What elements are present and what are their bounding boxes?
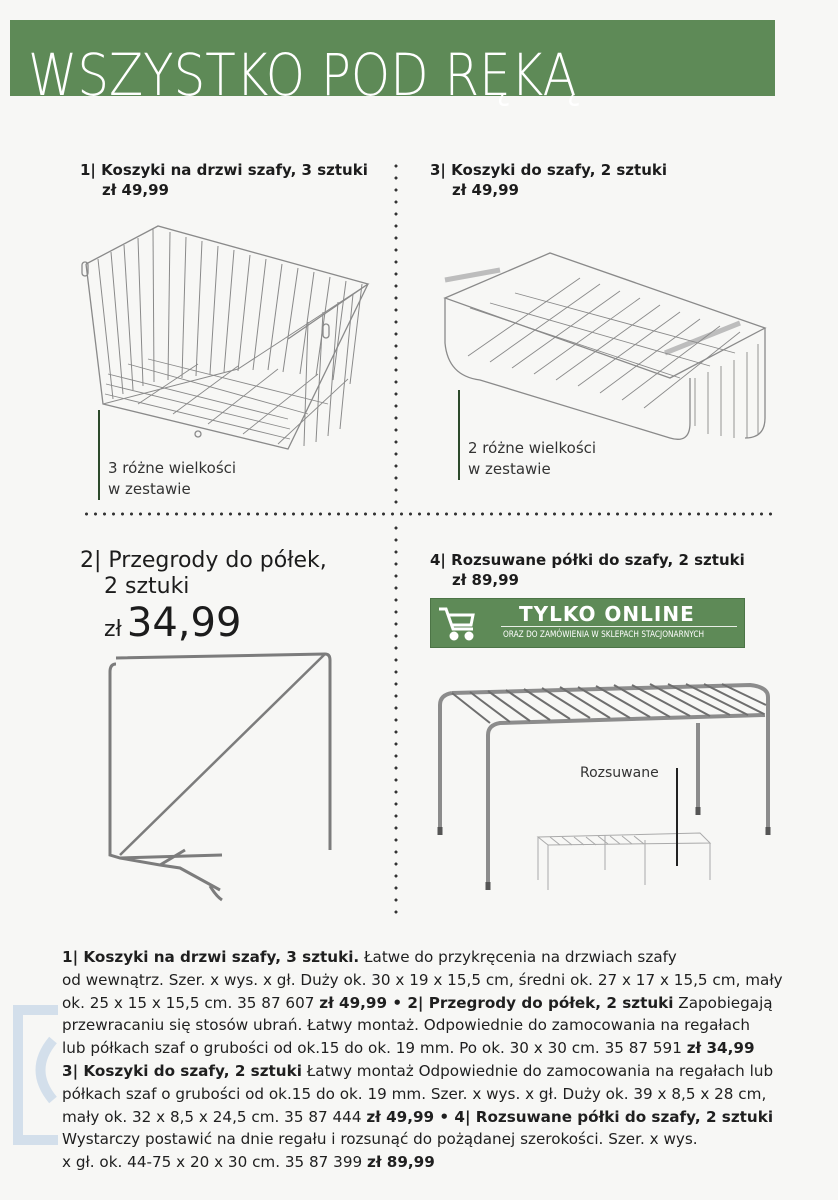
badge-divider xyxy=(501,626,737,627)
page-title: WSZYSTKO POD RĘKĄ xyxy=(28,41,577,109)
online-only-label: TYLKO ONLINE xyxy=(519,602,695,626)
description-line xyxy=(62,1128,802,1151)
description-text-run: Zapobiegają xyxy=(673,993,773,1012)
description-bold-run: zł 34,99 xyxy=(686,1039,755,1058)
online-only-badge xyxy=(430,598,745,648)
description-text-run: Łatwy montaż Odpowiednie do zamocowania na regałach lub xyxy=(301,1061,774,1080)
product-3-name: Koszyki do szafy, 2 sztuki xyxy=(451,161,667,179)
description-bold-run: zł 49,99 • 2| Przegrody do półek, 2 sztuki xyxy=(319,993,674,1012)
online-only-sublabel: ORAZ DO ZAMÓWIENIA W SKLEPACH STACJONARNYCH xyxy=(503,630,705,640)
expandable-shelf-image xyxy=(430,675,790,905)
expandable-callout: Rozsuwane xyxy=(580,765,659,781)
product-2-number: 2| xyxy=(80,548,102,573)
shelf-divider-image xyxy=(100,650,340,910)
description-text-run: lub półkach szaf o grubości od ok.15 do ok. 19 mm. Po ok. 30 x 30 cm. 35 87 591 xyxy=(62,1039,687,1058)
caption-line-2: w zestawie xyxy=(108,480,191,498)
product-3-number: 3| xyxy=(430,161,446,179)
vertical-divider-bottom xyxy=(394,522,398,922)
description-line xyxy=(62,969,802,992)
product-2-price xyxy=(104,600,241,646)
description-line xyxy=(62,1083,802,1106)
description-text-run: przewracaniu się stosów ubrań. Łatwy montaż. Odpowiednie do zamocowania na regałach xyxy=(62,1016,750,1035)
product-4-price: zł 89,99 xyxy=(452,571,519,589)
description-line xyxy=(62,946,802,969)
product-4-number: 4| xyxy=(430,551,446,569)
vertical-divider-top xyxy=(394,160,398,510)
product-1-number: 1| xyxy=(80,161,96,179)
product-3-heading xyxy=(430,160,667,200)
product-4-heading xyxy=(430,550,745,590)
product-1-heading xyxy=(80,160,368,200)
title-banner xyxy=(10,20,775,109)
scan-watermark xyxy=(8,1000,68,1150)
caption-line-1: 2 różne wielkości xyxy=(468,439,597,457)
description-text-run: ok. 25 x 15 x 15,5 cm. 35 87 607 xyxy=(62,993,320,1012)
description-text-run: x gł. ok. 44-75 x 20 x 30 cm. 35 87 399 xyxy=(62,1153,367,1172)
caption-line-1: 3 różne wielkości xyxy=(108,459,237,477)
product-4-name: Rozsuwane półki do szafy, 2 sztuki xyxy=(451,551,745,569)
description-text-run: od wewnątrz. Szer. x wys. x gł. Duży ok. 30 x 19 x 15,5 cm, średni ok. 27 x 17 x 15,5 cm, mały xyxy=(62,970,783,989)
description-bold-run: 1| Koszyki na drzwi szafy, 3 sztuki. xyxy=(62,948,360,966)
description-line xyxy=(62,1037,802,1060)
description-text-run: półkach szaf o grubości od ok.15 do ok. 19 mm. Szer. x wys. x gł. Duży ok. 39 x 8,5 x 28 cm, xyxy=(62,1084,767,1103)
description-line xyxy=(62,992,802,1015)
product-2-name-line2: 2 sztuki xyxy=(104,574,190,599)
description-line xyxy=(62,1060,802,1083)
description-line xyxy=(62,1106,802,1129)
price-value: 34,99 xyxy=(126,600,242,646)
product-1-price: zł 49,99 xyxy=(102,181,169,199)
shopping-cart-icon xyxy=(437,603,477,643)
description-line xyxy=(62,1151,802,1174)
callout-line xyxy=(676,768,678,866)
description-bold-run: zł 49,99 • 4| Rozsuwane półki do szafy, 2 sztuki xyxy=(366,1107,774,1126)
description-text-run: mały ok. 32 x 8,5 x 24,5 cm. 35 87 444 xyxy=(62,1107,367,1126)
price-currency: zł xyxy=(104,617,122,642)
description-bold-run: zł 89,99 xyxy=(367,1153,435,1172)
product-1-name: Koszyki na drzwi szafy, 3 sztuki xyxy=(101,161,368,179)
description-bold-run: 3| Koszyki do szafy, 2 sztuki xyxy=(62,1061,302,1080)
product-1-caption xyxy=(98,410,236,500)
description-text-run: Wystarczy postawić na dnie regału i rozsunąć do pożądanej szerokości. Szer. x wys. xyxy=(62,1130,698,1149)
product-2-name-line1: Przegrody do półek, xyxy=(108,548,327,573)
caption-line-2: w zestawie xyxy=(468,460,551,478)
description-line xyxy=(62,1014,802,1037)
description-text-run: Łatwe do przykręcenia na drzwiach szafy xyxy=(359,948,677,966)
product-2-heading xyxy=(80,548,327,600)
product-3-price: zł 49,99 xyxy=(452,181,519,199)
horizontal-divider xyxy=(82,512,772,516)
product-descriptions xyxy=(62,946,802,1174)
product-3-caption xyxy=(458,390,596,480)
